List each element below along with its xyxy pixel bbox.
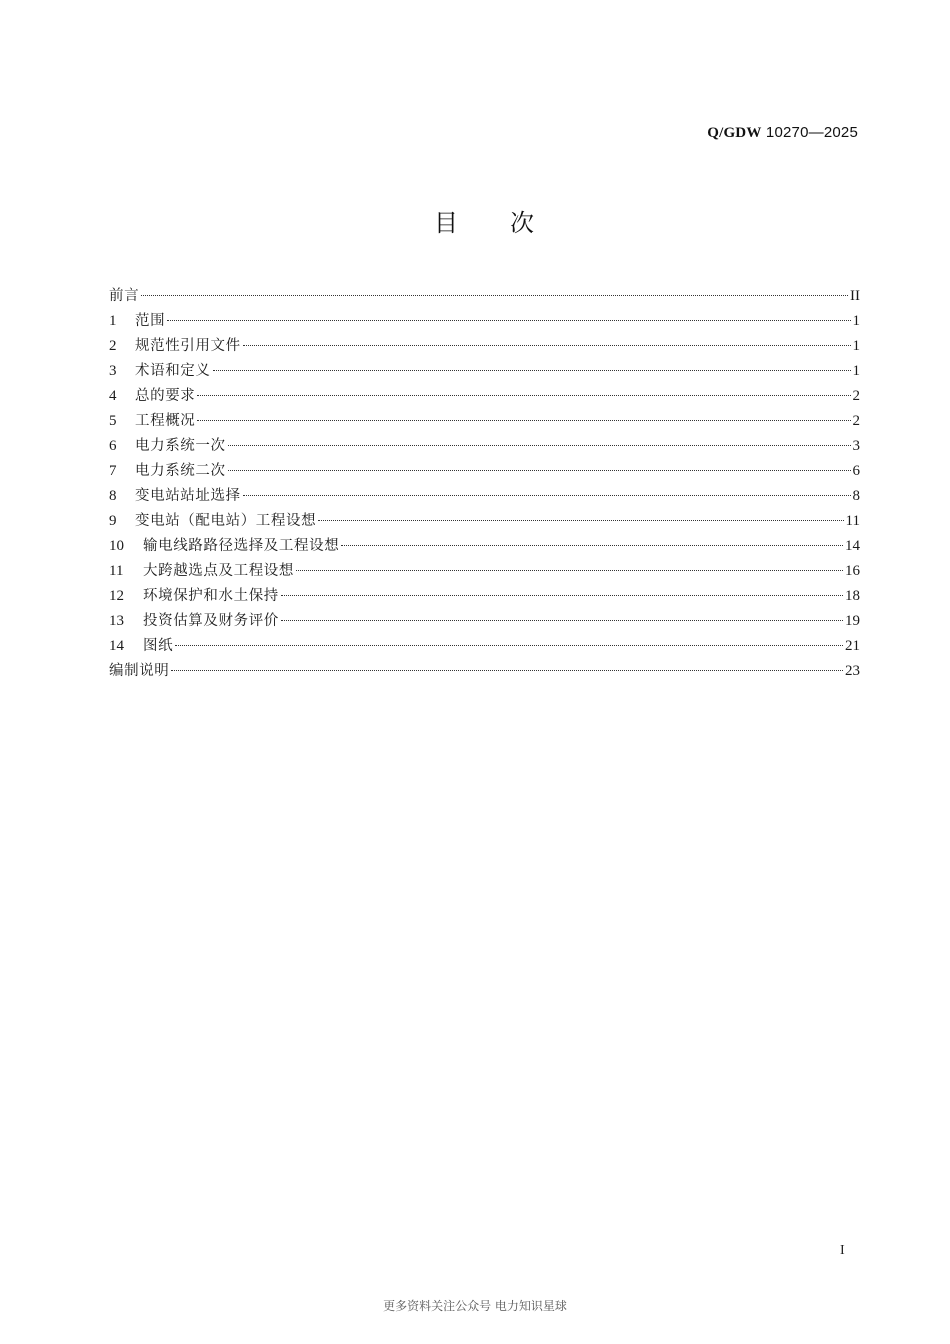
toc-entry-page[interactable]: 2 <box>852 413 860 429</box>
toc-entry-number: 13 <box>109 613 124 629</box>
toc-entry-page[interactable]: II <box>850 288 860 304</box>
dot-leader <box>141 294 848 296</box>
toc-entry-label[interactable]: 图纸 <box>143 638 174 654</box>
toc-entry[interactable] <box>109 534 860 559</box>
dot-leader <box>228 444 851 446</box>
toc-entry[interactable] <box>109 609 860 634</box>
toc-entry-page[interactable]: 21 <box>845 638 860 654</box>
toc-entry[interactable] <box>109 509 860 534</box>
toc-entry-label[interactable]: 环境保护和水土保持 <box>143 588 279 604</box>
toc-entry[interactable] <box>109 409 860 434</box>
standard-number: 10270—2025 <box>761 124 858 141</box>
toc-entry-page[interactable]: 11 <box>845 513 860 529</box>
toc-entry-page[interactable]: 8 <box>852 488 860 504</box>
dot-leader <box>243 344 851 346</box>
dot-leader <box>243 494 851 496</box>
toc-entry[interactable] <box>109 359 860 384</box>
toc-entry-page[interactable]: 1 <box>852 363 860 379</box>
toc-entry[interactable] <box>109 334 860 359</box>
toc-entry[interactable] <box>109 459 860 484</box>
toc-entry-page[interactable]: 6 <box>852 463 860 479</box>
dot-leader <box>228 469 851 471</box>
toc-entry-number: 3 <box>109 363 117 379</box>
dot-leader <box>296 569 843 571</box>
dot-leader <box>213 369 851 371</box>
toc-entry-number: 9 <box>109 513 117 529</box>
toc-entry[interactable] <box>109 384 860 409</box>
toc-entry-page[interactable]: 2 <box>852 388 860 404</box>
toc-entry[interactable] <box>109 484 860 509</box>
table-of-contents <box>109 284 860 684</box>
toc-entry-page[interactable]: 1 <box>852 313 860 329</box>
toc-entry-label[interactable]: 术语和定义 <box>135 363 211 379</box>
footer-note: 更多资料关注公众号 电力知识星球 <box>383 1299 567 1313</box>
toc-entry-page[interactable]: 3 <box>852 438 860 454</box>
toc-entry-number: 6 <box>109 438 117 454</box>
toc-entry-label[interactable]: 工程概况 <box>135 413 196 429</box>
toc-entry-page[interactable]: 16 <box>845 563 860 579</box>
toc-entry-number: 12 <box>109 588 124 604</box>
toc-entry[interactable] <box>109 659 860 684</box>
toc-entry-label[interactable]: 电力系统一次 <box>135 438 226 454</box>
dot-leader <box>197 419 850 421</box>
toc-entry-page[interactable]: 18 <box>845 588 860 604</box>
dot-leader <box>171 669 843 671</box>
toc-heading-char-2: 次 <box>510 209 534 237</box>
toc-entry-number: 10 <box>109 538 124 554</box>
toc-entry-page[interactable]: 14 <box>845 538 860 554</box>
toc-entry-label[interactable]: 总的要求 <box>135 388 196 404</box>
toc-entry-number: 2 <box>109 338 117 354</box>
dot-leader <box>281 594 843 596</box>
toc-entry-label[interactable]: 电力系统二次 <box>135 463 226 479</box>
toc-entry-number: 5 <box>109 413 117 429</box>
standard-prefix: Q/GDW <box>707 125 762 141</box>
toc-heading-char-1: 目 <box>434 209 458 237</box>
toc-entry-label[interactable]: 大跨越选点及工程设想 <box>143 563 294 579</box>
toc-entry-label[interactable]: 投资估算及财务评价 <box>143 613 279 629</box>
toc-entry-label[interactable]: 范围 <box>135 313 166 329</box>
toc-heading <box>0 203 950 238</box>
toc-entry-number: 11 <box>109 563 124 579</box>
dot-leader <box>318 519 843 521</box>
toc-entry[interactable] <box>109 434 860 459</box>
toc-entry-label[interactable]: 变电站站址选择 <box>135 488 241 504</box>
toc-entry-number: 1 <box>109 313 117 329</box>
toc-entry-label[interactable]: 前言 <box>109 288 140 304</box>
toc-entry-label[interactable]: 编制说明 <box>109 663 170 679</box>
page-number: I <box>840 1243 845 1258</box>
toc-entry-number: 14 <box>109 638 124 654</box>
dot-leader <box>175 644 843 646</box>
toc-entry-label[interactable]: 输电线路路径选择及工程设想 <box>143 538 340 554</box>
standard-code <box>707 124 858 142</box>
toc-entry[interactable] <box>109 309 860 334</box>
toc-entry[interactable] <box>109 584 860 609</box>
toc-entry-label[interactable]: 规范性引用文件 <box>135 338 241 354</box>
dot-leader <box>197 394 850 396</box>
toc-entry-number: 8 <box>109 488 117 504</box>
toc-entry-number: 4 <box>109 388 117 404</box>
dot-leader <box>167 319 850 321</box>
dot-leader <box>281 619 843 621</box>
toc-entry-label[interactable]: 变电站（配电站）工程设想 <box>135 513 317 529</box>
toc-entry-page[interactable]: 19 <box>845 613 860 629</box>
toc-entry[interactable] <box>109 559 860 584</box>
dot-leader <box>341 544 843 546</box>
toc-entry-page[interactable]: 1 <box>852 338 860 354</box>
toc-entry-page[interactable]: 23 <box>845 663 860 679</box>
toc-entry-number: 7 <box>109 463 117 479</box>
toc-entry[interactable] <box>109 634 860 659</box>
toc-entry[interactable] <box>109 284 860 309</box>
